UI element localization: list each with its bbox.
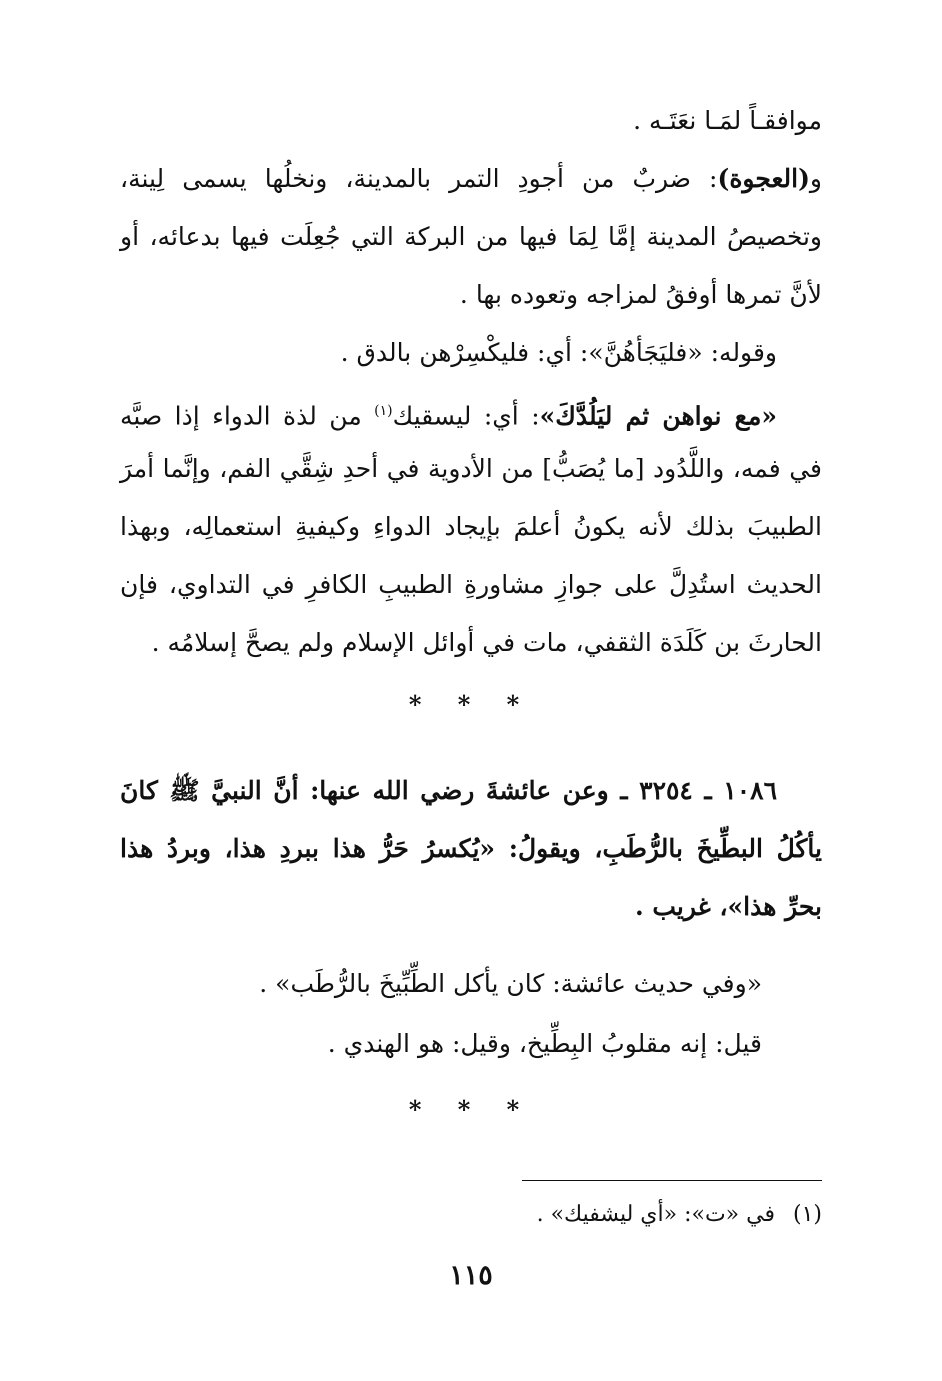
text-run: من لذة الدواء إذا صبَّه (120, 401, 375, 431)
page-number: ١١٥ (449, 1260, 493, 1291)
bold-text: يأكُلُ البطِّيخَ بالرُّطَبِ، ويقولُ: «يُكسرُ حَرُّ هذا ببردِ هذا، وبردُ هذا (120, 834, 822, 863)
text-run: و (809, 164, 822, 193)
text-run: وقوله: «فليَجَأهُنَّ»: أي: فليكْسِرْهن بالدق . (340, 338, 777, 367)
text-line (120, 208, 822, 266)
text-line (120, 878, 822, 936)
text-run: : أي: ليسقيك (392, 401, 540, 431)
text-line (120, 92, 822, 150)
text-line (120, 498, 822, 556)
bold-text: ١٠٨٦ ـ ٣٢٥٤ ـ وعن عائشةَ رضي الله عنها: أنَّ النبيَّ ﷺ كانَ (120, 776, 778, 805)
text-run: قيل: إنه مقلوبُ البِطِّيخ، وقيل: هو الهندي . (327, 1029, 762, 1058)
text-run: لأنَّ تمرها أوفقُ لمزاجه وتعوده بها . (459, 280, 822, 309)
text-line (120, 1015, 762, 1073)
footnote (537, 1195, 822, 1235)
footnote-number: (١) (792, 1202, 822, 1227)
text-run: الحديث استُدِلَّ على جوازِ مشاورةِ الطبيبِ الكافرِ في التداوي، فإن (120, 570, 822, 599)
bold-text: بحرِّ هذا»، غريب . (634, 892, 822, 921)
bold-text: «مع نواهن ثم ليَلُدَّكَ» (539, 401, 777, 431)
text-run: وتخصيصُ المدينة إمَّا لِمَا فيها من البركة التي جُعِلَت فيها بدعائه، أو (120, 222, 822, 251)
footnote-rule (522, 1180, 822, 1181)
text-run: في فمه، واللَّدُود [ما يُصَبُّ] من الأدوية في أحدِ شِقَّي الفم، وإنَّما أمرَ (120, 454, 822, 483)
text-run: الحارثَ بن كَلَدَة الثقفي، مات في أوائل الإسلام ولم يصحَّ إسلامُه . (151, 628, 822, 657)
text-run: «وفي حديث عائشة: كان يأكل الطِّبِّيخَ بالرُّطَب» . (259, 969, 762, 998)
footnote-marker: (١) (374, 403, 393, 419)
text-line (120, 955, 762, 1013)
text-run: : ضربٌ من أجودِ التمر بالمدينة، ونخلُها يسمى لِينة، (120, 164, 718, 193)
text-line (120, 556, 822, 614)
text-run: موافقـاً لمَـا نعَتَـه . (633, 106, 822, 135)
text-line (120, 382, 777, 445)
section-separator-1: * * * (408, 690, 534, 719)
text-line (120, 324, 777, 382)
section-separator-2: * * * (408, 1095, 534, 1124)
bold-text: (العجوة) (717, 164, 810, 193)
text-line (120, 150, 822, 208)
text-line (120, 762, 777, 820)
text-line (120, 614, 822, 672)
footnote-text: في «ت»: «أي ليشفيك» . (536, 1202, 775, 1227)
text-run: الطبيبَ بذلك لأنه يكونُ أعلمَ بإيجاد الدواءِ وكيفيةِ استعمالِه، وبهذا (120, 512, 822, 541)
text-line (120, 440, 822, 498)
text-line (120, 820, 822, 878)
text-line (120, 266, 822, 324)
